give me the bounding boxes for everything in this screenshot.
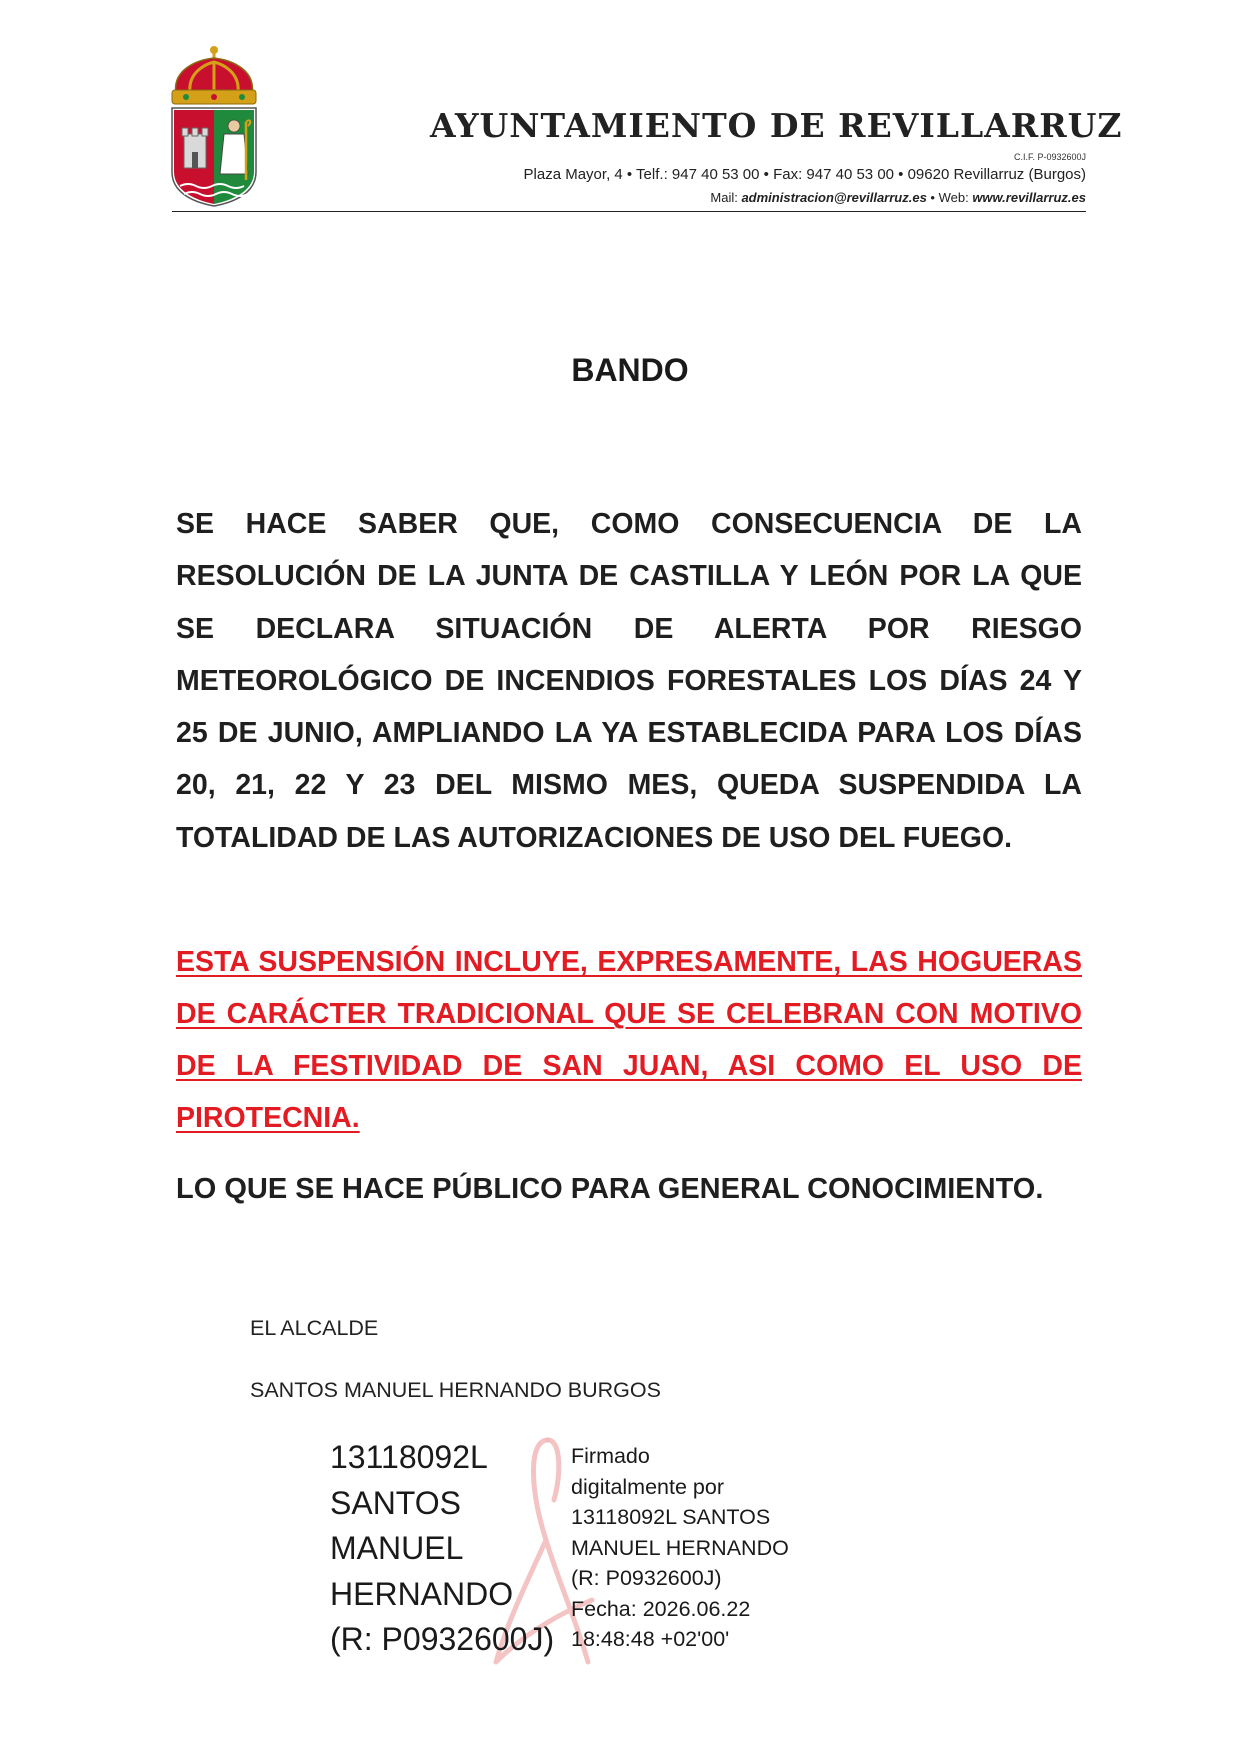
municipality-title: AYUNTAMIENTO DE REVILLARRUZ: [430, 106, 1123, 145]
stamp-line: Fecha: 2026.06.22: [571, 1596, 751, 1621]
signer-id-block: [330, 1435, 580, 1663]
signer-name: SANTOS MANUEL HERNANDO BURGOS: [250, 1378, 661, 1402]
signer-id-line: (R: P0932600J): [330, 1621, 555, 1657]
signer-id-line: MANUEL: [330, 1530, 464, 1566]
digital-signature-stamp: [571, 1441, 831, 1655]
coat-of-arms-logo: [166, 42, 262, 208]
header-divider: [172, 211, 1086, 212]
signer-id-line: 13118092L: [330, 1439, 488, 1475]
signer-role: EL ALCALDE: [250, 1316, 379, 1340]
stamp-line: digitalmente por: [571, 1474, 724, 1499]
stamp-line: 13118092L SANTOS: [571, 1505, 771, 1529]
contact-line: Plaza Mayor, 4 • Telf.: 947 40 53 00 • Fax: 947 40 53 00 • 09620 Revillarruz (Burgos): [523, 166, 1086, 183]
highlighted-paragraph: ESTA SUSPENSIÓN INCLUYE, EXPRESAMENTE, LAS HOGUERAS DE CARÁCTER TRADICIONAL QUE SE CELEBRAN CON MOTIVO DE LA FESTIVIDAD DE SAN JUAN, ASI COMO EL USO DE PIROTECNIA.: [176, 946, 1082, 1134]
mail-address: administracion@revillarruz.es: [741, 190, 927, 205]
closing-paragraph: LO QUE SE HACE PÚBLICO PARA GENERAL CONOCIMIENTO.: [176, 1173, 1044, 1205]
signer-id-line: SANTOS: [330, 1484, 461, 1521]
stamp-line: (R: P0932600J): [571, 1566, 722, 1590]
mail-label: Mail:: [710, 190, 742, 205]
mail-web-line: [380, 190, 1086, 205]
stamp-line: Firmado: [571, 1444, 650, 1468]
stamp-line: 18:48:48 +02'00': [571, 1627, 730, 1651]
web-label: • Web:: [926, 190, 973, 205]
stamp-line: MANUEL HERNANDO: [571, 1535, 789, 1560]
announcement-paragraph: SE HACE SABER QUE, COMO CONSECUENCIA DE LA RESOLUCIÓN DE LA JUNTA DE CASTILLA Y LEÓN POR LA QUE SE DECLARA SITUACIÓN DE ALERTA POR RIESGO METEOROLÓGICO DE INCENDIOS FORESTALES LOS DÍAS 24 Y 25 DE JUNIO, AMPLIANDO LA YA ESTABLECIDA PARA LOS DÍAS 20, 21, 22 Y 23 DEL MISMO MES, QUEDA SUSPENDIDA LA TOTALIDAD DE LAS AUTORIZACIONES DE USO DEL FUEGO.: [176, 508, 1082, 854]
cif-number: C.I.F. P-0932600J: [1013, 152, 1086, 162]
document-title: BANDO: [571, 352, 689, 388]
signer-id-line: HERNANDO: [330, 1575, 514, 1612]
web-address: www.revillarruz.es: [972, 190, 1086, 205]
